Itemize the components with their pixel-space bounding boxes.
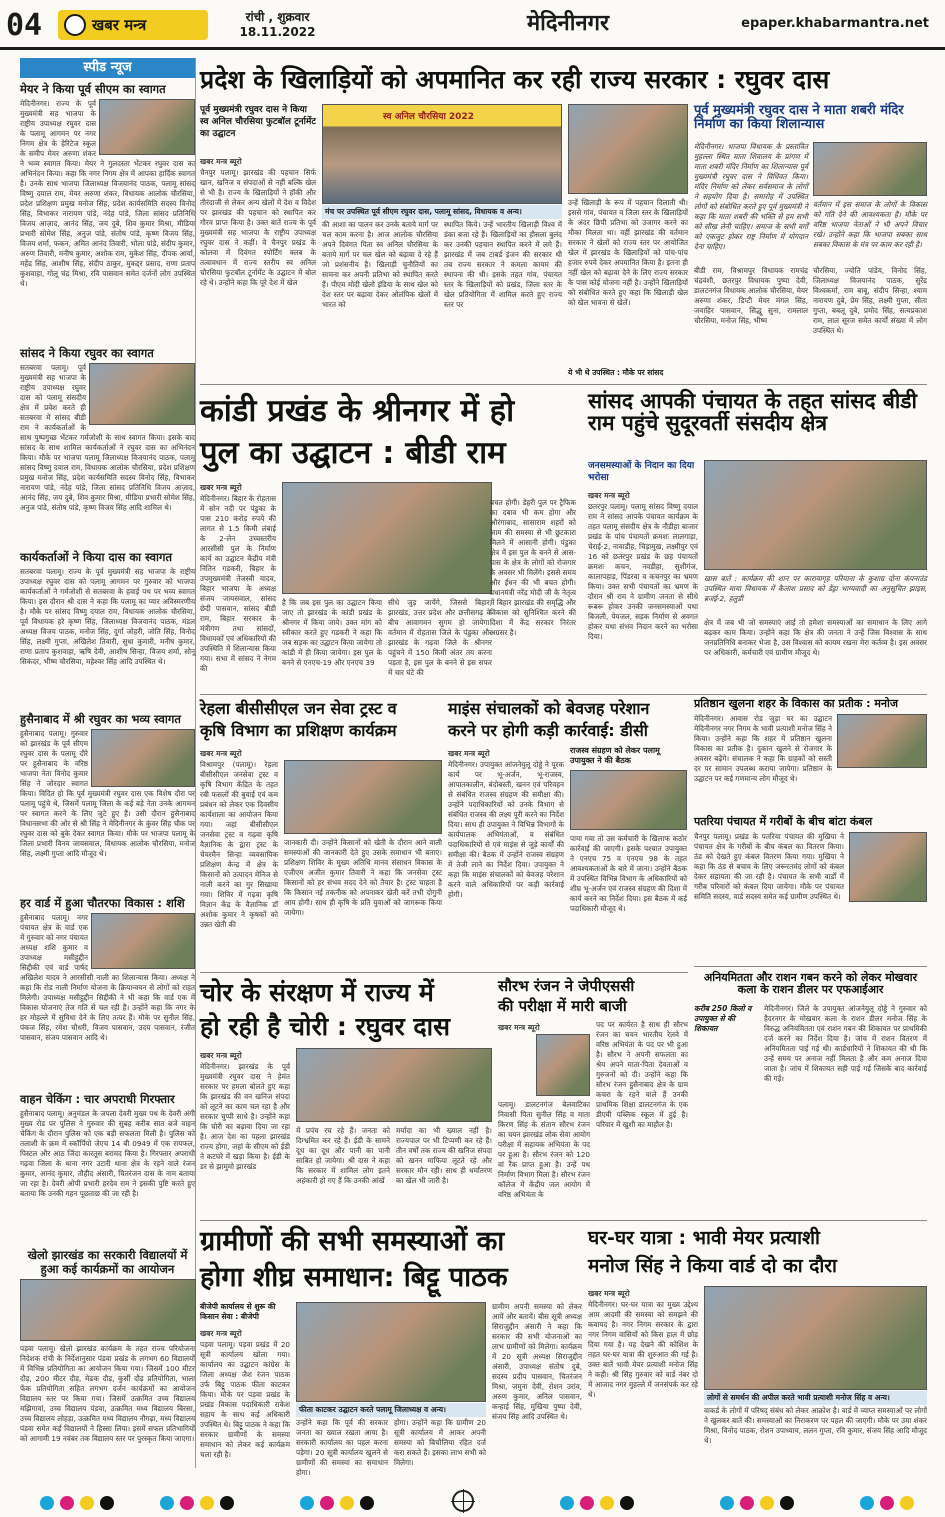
cyan-dot-icon	[160, 1496, 174, 1510]
sansad-column: छतरपुर पलामू। पलामू सांसद विष्णु दयाल राम ने सांसद आपके पंचायत कार्यक्रम के तहत पलामू संसदीय क्षेत्र के नौडीहा बाजार प्रखंड के पांच पंचायतों क्रमशः लालगाड़ा, चेराई-2, नावाडीह, चिड़ामुख, लक्ष्मीपुर एवं 16 को छतरपुर प्रखंड के छह पंचायतों क्रमशः कचन, नवडीहा, सुशीगंज, कालापहाड़, पिंडरवा व कचनपुर का भ्रमण किया। उक्त सभी पंचायतों का भ्रमण के दौरान श्री राम ने ग्रामीण जनता से सीधे रूबरू होकर उनकी जनसमस्याओं यथा बिजली, पेयजल, सड़क निर्माण से अवगत होकर यथा संभव निदान करने का भरोसा दिया।	[588, 502, 698, 641]
chor-byline: खबर मन्त्र ब्यूरो	[200, 1051, 242, 1060]
gramin-kicker: बीजेपी कार्यालय से शुरू की किसान सेवा : बीजेपी	[200, 1302, 276, 1321]
news-photo	[91, 729, 195, 787]
kandi-column: बचत होगी। डेहरी पुल पर ट्रैफिक का दबाव भी कम होगा और औरंगाबाद, सासाराम शहरों को जाम की समस्या से भी छुटकारा मिलने में आसानी होगी। पंडुका क्षेत्र में इस पुल के बनने से आस-पास के क्षेत्र के लोगों को रोजगार के अवसर भी मिलेंगे। इससे समय और ईंधन की भी बचत होगी। प्रधानमंत्री नरेंद्र मोदी जी के नेतृत्व में बिहार झारखंड की समृद्धि और विकास को सुनिश्चित करने की दिशा में केंद्र सरकार निरंतर अग्रसर है।	[490, 498, 576, 637]
ration-headline: अनियमितता और राशन गबन करने को लेकर मोखवार कला के राशन डीलर पर एफआईआर	[703, 971, 918, 996]
top-story-photo	[322, 104, 562, 204]
black-dot-icon	[220, 1496, 234, 1510]
magenta-dot-icon	[180, 1496, 194, 1510]
black-dot-icon	[780, 1496, 794, 1510]
sansad-headline: सांसद आपकी पंचायत के तहत सांसद बीडी राम पहुंचे सुदूरवर्ती संसदीय क्षेत्र	[588, 389, 917, 436]
sansad-story	[588, 390, 927, 690]
sansad-column: क्षेत्र में जब भी जो समस्याएं आई तो हमेशा समस्याओं का समाधान के लिए आगे बढ़कर काम किया। उन्होंने कहा कि क्षेत्र की जनता ने उन्हें जिस विश्वास के साथ जनप्रतिनिधि बनाकर भेजा है, उस विश्वास को कायम रखना मेरा कर्तव्य है। इस अवसर पर अधिकारी, कर्मचारी एवं ग्रामीण मौजूद थे।	[704, 618, 927, 657]
chor-column: मर्यादा का भी ख्याल नहीं है। राज्यपाल पर भी टिप्पणी कर रहे हैं। तीन वर्षों तक राज्य की खनिज संपदा को खनन माफिया लूटते रहे और सरकार मौन रही। साथ ही धर्मांतरण का खेल भी जारी है।	[396, 1126, 492, 1185]
news-photo	[91, 913, 195, 969]
pratishthan-photo	[837, 714, 927, 768]
sansad-photo	[704, 460, 927, 570]
gramin-story	[200, 1224, 582, 1477]
yatra-headline: मनोज सिंह ने किया वार्ड दो का दौरा	[588, 1255, 837, 1277]
black-dot-icon	[620, 1496, 634, 1510]
top-story-caption: मंच पर उपस्थित पूर्व सीएम रघुवर दास, पलामू सांसद, विधायक व अन्य।	[322, 205, 562, 219]
magenta-dot-icon	[880, 1496, 894, 1510]
gramin-photo	[296, 1302, 486, 1402]
issue-date: 18.11.2022	[239, 25, 316, 39]
mines-column: मेदिनीनगर। उपायुक्त आंजनेयुलू दोड्डे ने पूरक कार्य पर भू-अर्जन, भू-राजस्व, आपातकालीन, बंदोबस्ती, खनन एवं परिवहन से संबंधित राजस्व संग्रहण की समीक्षा की। उन्होंने पदाधिकारियों को उनके विभाग से संबंधित राजस्व की लक्ष्य पूरी करने का निर्देश दिया। साथ ही उपायुक्त ने विभिन्न विभागों के कार्यपालक अभियंताओं, व संबंधित पदाधिकारियों से एवं माइंस से जुड़े कार्यों की समीक्षा की। बैठक में उन्होंने राजस्व संग्रहण में तेजी लाने का निर्देश दिया। उपायुक्त ने कहा कि माइंस संचालकों को बेवजह परेशान करने वाले अधिकारियों पर कड़ी कार्रवाई होगी।	[448, 760, 564, 899]
kandi-byline: खबर मन्त्र ब्यूरो	[200, 483, 242, 492]
mines-column: पाया गया तो उस कर्मचारी के खिलाफ कठोर कार्रवाई की जाएगी। इसके पश्चात उपायुक्त ने एनएच 75 व एनएच 98 के तहत आवश्यकताओं के बारे में जाना। उन्होंने बैठक में उपस्थित विभिन्न विभाग के अधिकारियों को शीघ्र भू-अर्जन एवं राजस्व संग्रहण की दिशा में कार्य करने का निर्देश दिया। इस बैठक में कई पदाधिकारी मौजूद थे।	[570, 834, 687, 913]
gramin-column: पड़वा पलामू। पड़वा प्रखंड में 20 सूत्री कार्यालय खोला गया। कार्यालय का उद्घाटन कांग्रेस के जिला अध्यक्ष जैश रंजन पाठक उर्फ बिट्टू पाठक फीता काटकर किया। मौके पर पड़वा प्रखंड के प्रखंड विकास पदाधिकारी राकेश सहाय के साथ कई अधिकारी उपस्थित थे। बिट्टू पाठक ने कहा कि सरकार ग्रामीणों के समस्या समाधान को लेकर कई कार्यक्रम चला रही है।	[200, 1340, 290, 1459]
gramin-caption: फीता काटकर उद्घाटन करते पलामू जिलाध्यक्ष व अन्य।	[296, 1403, 486, 1417]
yatra-headline: घर-घर यात्रा : भावी मेयर प्रत्याशी	[588, 1227, 820, 1249]
magenta-dot-icon	[740, 1496, 754, 1510]
top-story	[200, 104, 688, 380]
kambal-headline: पतरिया पंचायत में गरीबों के बीच बांटा कंबल	[694, 815, 873, 828]
saurabh-byline: खबर मन्त्र ब्यूरो	[498, 1023, 540, 1032]
left-story	[20, 1092, 195, 1242]
chor-column: में प्रपंच रच रहे हैं। जनता को दिग्भ्रमित कर रहे हैं। ईडी के सामने दूध का दूध और पानी का पानी साबित हो जायेगा। श्री दास ने कहा कि सरकार में शामिल लोग इतने अहंकारी हो गए हैं कि उनकी आंखें	[296, 1126, 390, 1185]
brand-logo[interactable]	[58, 10, 208, 40]
yellow-dot-icon	[600, 1496, 614, 1510]
gramin-headline: ग्रामीणों की सभी समस्याओं का	[200, 1226, 505, 1257]
left-story-body: हुसैनाबाद पलामू। अनुमंडल के जपला देवरी मुख्य पथ के देवरी अंगी मुख्य रोड पर पुलिस ने गुरुवार की सुबह करीब सात बजे वाहन चेकिंग के दौरान पुलिस को एक बड़ी सफलता मिली है। पुलिस को तलाशी के क्रम में स्कॉर्पियो जेएच 14 बी 0949 में एक रायफल, पिस्टल और आठ जिंदा कारतूस बरामद किया है। गिरफ्तार अपराधी गढ़वा जिला के थाना नगर उटारी थाना क्षेत्र के रहने वाले रंजन कुमार, आनंद कुमार, तौहीद अंसारी, चितरंजन दास के नाम बताया जा रहा है। देवरी ओपी प्रभारी हरदेव राम ने इसकी पुष्टि करते हुए बताया कि उनकी गहन पूछताछ की जा रही है।	[20, 1109, 195, 1198]
shabri-column: वर्तमान में इस समाज के लोगों के विकास को गति देने की आवश्यकता है। मौके पर वरिष्ठ भाजपा नेताओं ने भी अपने विचार रखे। उन्होंने कहा कि भाजपा सबका साथ सबका विकास के मंत्र पर काम कर रही है।	[813, 200, 927, 249]
left-story-body: हुसैनाबाद पलामू। गुरुवार को झारखंड के पूर्व सीएम रघुवर दास के पलामू दौरे पर हुसैनाबाद के वरिष्ठ भाजपा नेता विनोद कुमार सिंह ने जोरदार स्वागत किया। विदित हो कि पूर्व मुख्यमंत्री रघुवर दास एक विशेष दौरा पर पलामू पहुंचे थे, जिसमें पलामू जिला के कई बड़े नेता उनके आगमन पर स्वागत करने के लिए जुटे हुए हैं। उसी दौरान हुसैनाबाद विधानसभा की ओर से श्री सिंह ने मेदिनीनगर के कुंवर सिंह चौक पर रघुवर दास को बुके देकर स्वागत किया। मौके पर भाजपा पलामू के जिला प्रभारी विनय जायसवाल, विधायक आलोक चौरसिया, मनोज सिंह, लक्ष्मी गुप्ता आदि मौजूद थे।	[20, 729, 195, 858]
gramin-column: ग्रामीण अपनी समस्या को लेकर आयें और बतायें। बीस सूत्री अध्यक्ष सिराजुद्दीन अंसारी ने कहा कि सरकार की सभी योजनाओं का लाभ ग्रामीणों को मिलेगा। कार्यक्रम में 20 सूत्री अध्यक्ष सिराजुद्दीन अंसारी, उपाध्यक्ष संतोष दुबे, सदस्य प्रदीप पासवान, चितरंजन मिश्रा, जमुना देवी, रोशन उरांव, अरुण कुमार, अनिल पासवान, कन्हाई सिंह, मुखिया पुष्पा देवी, संजय सिंह आदि उपस्थित थे।	[492, 1302, 582, 1421]
left-story-body: हुसैनाबाद पलामू। नगर पंचायत क्षेत्र के वार्ड एक में गुरुवार को नगर पंचायत अध्यक्ष शशि कुमार व उपाध्यक्ष मसीहुद्दीन सिद्दीकी एवं वार्ड पार्षद अखिलेश यादव ने आरसीसी नाली का शिलान्यास किया। अध्यक्ष ने कहा कि रोड नाली निर्माण योजना के क्रियान्वयन से लोगों को राहत मिलेगी। उपाध्यक्ष मसीहुद्दीन सिद्दीकी ने भी कहा कि वार्ड एक में विकास योजनाएं तेज गति से चल रही हैं। उन्होंने कहा कि नगर के हर मोहल्ले में सुविधा देने के लिए तत्पर हैं। मौके पर सुनील सिंह, पंकज सिंह, रमेश चौधरी, विजय पासवान, उदय पासवान, रंजीत पासवान, संजय पासवान आदि थे।	[20, 913, 195, 1042]
divider	[200, 694, 927, 695]
kandi-column: मेदिनीनगर। बिहार के रोहतास में सोन नदी पर पंडुका के पास 210 करोड़ रुपये की लागत से 1.5 किमी लंबाई के 2-लेन उच्चस्तरीय आरसीसी पुल के निर्माण कार्य का उद्घाटन केंद्रीय मंत्री नितिन गडकरी, बिहार के उपमुख्यमंत्री तेजस्वी यादव, बिहार भाजपा के अध्यक्ष संजय जायसवाल, सांसद छेदी पासवान, सांसद बीडी राम, बिहार सरकार के मंत्रीगण तथा सांसदों, विधायकों एवं अधिकारियों की उपस्थिति में शिलान्यास किया गया। सभा में सांसद ने नेगम की	[200, 494, 276, 673]
magenta-dot-icon	[580, 1496, 594, 1510]
trust-story	[200, 698, 442, 968]
saurabh-headline: की परीक्षा में मारी बाजी	[498, 997, 627, 1015]
yatra-story	[588, 1224, 927, 1468]
chor-story	[200, 976, 492, 1214]
top-story-headline: प्रदेश के खिलाड़ियों को अपमानित कर रही राज्य सरकार : रघुवर दास	[200, 65, 830, 94]
saurabh-photo	[536, 1034, 590, 1096]
top-story-kicker: पूर्व मुख्यमंत्री रघुवर दास ने किया स्व अनिल चौरसिया फुटबॉल टूर्नामेंट का उद्घाटन	[200, 105, 316, 139]
registration-mark-icon	[452, 1490, 474, 1512]
mines-byline: खबर मन्त्र ब्यूरो	[448, 749, 490, 758]
yellow-dot-icon	[340, 1496, 354, 1510]
right-column	[694, 698, 927, 1218]
kambal-body: चैनपुर पलामू। प्रखंड के पतरिया पंचायत की मुखिया ने पंचायत क्षेत्र के गरीबों के बीच कंबल का वितरण किया। ठंड को देखते हुए कंबल वितरण किया गया। मुखिया ने कहा कि ठंड से बचाव के लिए जरूरतमंद लोगों को कंबल देकर सहायता की जा रही है। पंचायत के सभी वार्डों में गरीब परिवारों को कंबल दिया जायेगा। मौके पर पंचायत समिति सदस्य, वार्ड सदस्य समेत कई ग्रामीण उपस्थित थे।	[694, 832, 844, 901]
left-story-headline: वाहन चेकिंग : चार अपराधी गिरफ्तार	[20, 1092, 175, 1106]
cyan-dot-icon	[860, 1496, 874, 1510]
top-story-column: उन्हें खिलाड़ी के रूप में पहचान दिलाती थी। इससे गांव, पंचायत व जिला स्तर के खिलाड़ियों के अंदर छिपी प्रतिभा को उजागर करने का मौका मिलता था। वहीं झारखंड की वर्तमान सरकार ने खेलों को राज्य स्तर पर आयोजित खेल में झारखंड के खिलाड़ियों को पांच-पांच हजार रुपये देकर अपमानित किया है। इतना ही नहीं खेल को बढ़ावा देने के लिए राज्य सरकार के पास कोई योजना नहीं है। उन्होंने खिलाड़ियों को संबोधित करते हुए कहा कि खिलाड़ी खेल को खेल भावना से खेलें।	[568, 198, 688, 307]
speed-news-column	[20, 58, 196, 1468]
cyan-dot-icon	[720, 1496, 734, 1510]
left-story-body: पड़वा पलामू। खेलो झारखंड कार्यक्रम के तहत राज्य परियोजना निदेशक रांची के निर्देशानुसार पंडवा प्रखंड के लगभग 60 विद्यालयों में विभिन्न प्रतियोगिता का आयोजन किया गया। जिसमें 100 मीटर दौड़, 200 मीटर दौड़, मेढक दौड़, कुर्सी दौड़ प्रतियोगिता, भाला फेंक प्रतियोगिता सहित लगभग दर्जन कार्यक्रमों का आयोजन विद्यालय स्तर पर किया गया। जिसमें उत्क्रमित उच्च विद्यालय मझिगावां, उच्च विद्यालय पंडवा, उत्क्रमित मध्य विद्यालय बिरसा, उच्च विद्यालय लोहड़ा, उत्क्रमित मध्य विद्यालय नौगढ़ा, मध्य विद्यालय पंडवा समेत कई विद्यालयों ने हिस्सा लिया। इसमें सफल प्रतिभागियों को आगामी 19 नवंबर तक विद्यालय स्तर पर पुरस्कृत किया जाएगा।	[20, 1344, 195, 1443]
magenta-dot-icon	[60, 1496, 74, 1510]
pratishthan-body: मेदिनीनगर। आवास रोड जुड़ा घर का उद्घाटन मेदिनीनगर नगर निगम के भावी प्रत्याशी मनोज सिंह ने किया। उन्होंने कहा कि शहर में प्रतिष्ठान खुलना विकास का प्रतीक है। दुकान खुलने से रोजगार के अवसर बढ़ेंगे। संचालक ने कहा कि ग्राहकों को सस्ती दर पर सामान उपलब्ध कराया जायेगा। प्रतिष्ठान के उद्घाटन पर कई गणमान्य लोग मौजूद थे।	[694, 714, 832, 783]
news-photo	[99, 99, 195, 155]
left-story-body: मेदिनीनगर। राज्य के पूर्व मुख्यमंत्री सह भाजपा के राष्ट्रीय उपाध्यक्ष रघुवर दास के पलामू आगमन पर नगर निगम क्षेत्र के हेरिटेज स्कूल के समीप मेयर अरुणा शंकर ने भव्य स्वागत किया। मेयर ने गुलदस्ता भेंटकर रघुवर दास का अभिनंदन किया। कहा कि नगर निगम क्षेत्र में आपका हार्दिक स्वागत है। उनके साथ भाजपा जिलाध्यक्ष विजयानंद पाठक, पलामू सांसद विष्णु दयाल राम, मेयर अरुणा शंकर, विधायक आलोक चौरसिया, प्रदेश प्रशिक्षण प्रमुख मनोज सिंह, प्रदेश कार्यसमिति सदस्य विनोद सिंह, विभाकर नारायण पांडे, नंदेह पांडे, जिला सांसद प्रतिनिधि विजय आज़ाद, आनंद सिंह, जय दुबे, शिव कुमार मिश्रा, मीडिया प्रभारी सोमेश सिंह, अनुज पांडे, संतोष पांडे, कृष्ण विजय सिंह, विजय शर्मा, फकन, अमित आनंद तिवारी, भोला पांडे, संदीप कुमार, अरुण तिवारी, मनीष कुमार, अशोक राम, मुकेश सिंह, दीपक आर्या, महेंद्र सिंह, आशीष सिंह, संदीप ठाकुर, मुकद्दर प्रसाद, राणा प्रताप कुशवाहा, गोलू चंद्र मिश्रा, रवि पासवान समेत दर्जनों लोग उपस्थित थे।	[20, 99, 195, 288]
trust-photo	[284, 760, 442, 834]
kambal-photo	[849, 832, 927, 902]
left-story-headline: सांसद ने किया रघुवर का स्वागत	[20, 346, 154, 360]
left-story	[20, 1248, 195, 1496]
black-dot-icon	[100, 1496, 114, 1510]
chor-photo	[296, 1048, 492, 1122]
left-story-headline: मेयर ने किया पूर्व सीएम का स्वागत	[20, 82, 166, 96]
news-photo	[20, 1279, 196, 1341]
brand-emblem-icon	[64, 14, 86, 36]
banner-text: स्व अनिल चौरसिया 2022	[383, 112, 474, 122]
divider	[694, 966, 927, 967]
divider	[200, 1220, 927, 1221]
dateline	[225, 10, 330, 40]
yellow-dot-icon	[80, 1496, 94, 1510]
mines-story	[448, 698, 687, 968]
kandi-headline: पुल का उद्घाटन : बीडी राम	[200, 435, 506, 471]
yatra-column: वाकर्ड के लोगों में परिषद् संबंध को लेकर आक्रोश है। वार्ड में व्याप्त समस्याओं पर लोगों ने खुलकर बातें की। समस्याओं का निराकरण पर पहल की जाएगी। मौके पर उमा शंकर मिश्रा, विनोद पाठक, रोशन उपाध्याय, ललन गुप्ता, रवि कुमार, संजय सिंह आदि मौजूद थे।	[704, 1406, 927, 1445]
shabri-headline: पूर्व मुख्यमंत्री रघुवर दास ने माता शबरी मंदिर निर्माण का किया शिलान्यास	[694, 103, 904, 132]
shabri-story	[694, 104, 927, 380]
gramin-byline: खबर मन्त्र ब्यूरो	[200, 1329, 242, 1338]
print-color-bar	[0, 1488, 945, 1517]
top-story-column: की आशा का पालन कर उनके बताये मार्ग पर चल काम करना है। आज आलोक चौरसिया अपने दिवंगत पिता स्व अनिल चौरसिया के बताये मार्ग पर चल खेल को बढ़ावा दे रहे हैं जो प्रशंसनीय है। खिलाड़ी चुनौतियों का सामना कर अपनी प्रतिभा को स्थापित करते हैं। पीएम मोदी खेलो इंडिया के साथ खेल को देश स्तर पर बढ़ावा देकर ओलंपिक खेलों में भारत को	[322, 220, 438, 309]
ration-sidebar: करीब 250 किलो व उपायुक्त से की शिकायत	[694, 1004, 752, 1033]
top-story-column: स्थापित किये। उन्हें भारतीय खिलाड़ी विश्व में डंका बजा रहे हैं। खिलाड़ियों का हौसला बुलंद कर उनकी पहचान स्थापित करने में लगे हैं। झारखंड में जब टाबर्ड इंजन की सरकार थी तब राज्य सरकार ने कमला कायम की स्थापना की थी। इसके तहत गांव, पंचायत स्तर के खिलाड़ियों को प्रखंड, जिला स्तर के खेल प्रतियोगिता में शामिल करते हुए राज्य स्तर पर	[444, 220, 562, 309]
chor-column: मेदिनीनगर। झारखंड के पूर्व मुख्यमंत्री रघुवर दास ने हेमंत सरकार पर हमला बोलते हुए कहा कि झारखंड की वन खनिज संपदा को लूटने का काम चल रहा है और सरकार चुप्पी साधे है। उन्होंने कहा कि चोरी का बढ़ावा दिया जा रहा है। आज देश का पहला झारखंड राज्य होगा, जहां के सीएम को ईडी ने कटघरे में खड़ा किया है। ईडी के डर से झामुमो झारखंड	[200, 1062, 290, 1171]
cyan-dot-icon	[40, 1496, 54, 1510]
edition-name: मेदिनीनगर	[526, 11, 610, 36]
left-story-headline: हुसैनाबाद में श्री रघुवर का भव्य स्वागत	[20, 712, 181, 726]
left-story	[20, 896, 195, 1086]
sansad-byline: खबर मन्त्र ब्यूरो	[588, 491, 630, 500]
saurabh-column: पद पर कार्यरत है साथ ही सौरभ रंजन का चयन भारतीय रेलवे में वरिष्ठ अभियंता के पद पर भी हुआ है। सौरभ ने अपनी सफलता का श्रेय अपने माता-पिता देवताओं व गुरुजनों को दी। उन्होंने कहा कि सौरभ रंजन हुसैनाबाद क्षेत्र के ग्राम कचरा के रहने वाले हैं उनकी प्राथमिक शिक्षा डालटनगंज के एक डीएवी पब्लिक स्कूल में हुई है। परिवार में खुशी का माहौल है।	[596, 1020, 688, 1129]
left-story	[20, 82, 195, 340]
yellow-dot-icon	[900, 1496, 914, 1510]
left-story	[20, 346, 195, 544]
mines-headline: करने पर होगी कड़ी कार्रवाई: डीसी	[448, 721, 648, 740]
shabri-column: चौरसिया, ज्योति पांडेय, विनोद सिंह, जिलाध्यक्ष विजयानंद पाठक, सुरेंद्र विश्वकर्मा, राम बाबू, संदीप सिन्हा, श्याम नारायण दुबे, प्रेम सिंह, लक्ष्मी गुप्ता, सीता गुप्ता, बबलू दुबे, प्रमोद सिंह, सत्यप्रकाश राम, लाल सूरज समेत कार्यों संख्या में लोग उपस्थित थे।	[813, 266, 927, 335]
ration-body: मेदिनीनगर। जिले के उपायुक्त आंजनेयुलू दोड्डे ने गुरुवार को हैदरनगर के मोखवार कला के राशन डीलर मनोज सिंह के विरुद्ध अनियमितता एवं राशन गबन की शिकायत पर प्राथमिकी दर्ज करने का निर्देश दिया है। जांच में राशन वितरण में अनियमितता पाई गई थी। कार्डधारियों ने शिकायत की थी कि उन्हें समय पर अनाज नहीं मिलता है और कम अनाज दिया जाता है। जांच में शिकायत सही पाई गई जिसके बाद कार्रवाई की गई।	[764, 1004, 927, 1083]
shabri-column: बीडी राम, विश्रामपुर विधायक रामचंद्र चंद्रवंशी, छतरपुर विधायक पुष्पा देवी, डालटनगंज विधायक आलोक चौरसिया, मेयर अरुणा शंकर, डिप्टी मेयर मंगल सिंह, जवाहिर पासवान, सिद्धू सुना, रामलाल चौरसिया, मनोज सिंह, भीष्म	[694, 266, 808, 325]
gramin-headline: होगा शीघ्र समाधान: बिट्टू पाठक	[200, 1262, 508, 1293]
shabri-column: मेदिनीनगर। भाजपा विधायक के प्रस्तावित मुहल्ला स्थित माता शिवालय के प्रांगण में माता शबरी मंदिर निर्माण का शिलान्यास पूर्व मुख्यमंत्री रघुवर दास ने विधिवत किया। मंदिर निर्माण को लेकर सर्वसमाज के लोगों ने सहयोग दिया है। समारोह में उपस्थित लोगों को संबोधित करते हुए पूर्व मुख्यमंत्री ने कहा कि माता शबरी की भक्ति से हम सभी को सीख लेनी चाहिए। समाज के सभी वर्गों को एकजुट होकर राष्ट्र निर्माण में योगदान देना चाहिए।	[694, 142, 808, 251]
left-story-headline: हर वार्ड में हुआ चौतरफा विकास : शशि	[20, 896, 185, 910]
mines-kicker: राजस्व संग्रहण को लेकर पलामू उपायुक्त ने की बैठक	[570, 746, 660, 765]
mines-photo	[570, 770, 687, 830]
saurabh-story	[498, 976, 688, 1214]
sansad-caption: खास बातें : कार्यक्रम की शान पर कारायागृह परियाना के कुशाग्र दोना कंपनाउंड उपस्थित माया विधायक में कैलाश प्रसाद को डेंड्रा भाग्यवादी का अनुसूचित झाइस, ब्रजई-2, हलुडी	[704, 574, 927, 603]
kandi-column: है कि जब इस पुल का उद्घाटन किया जाए तो झारखंड के कांडी प्रखंड के श्रीनगर में किया जाये। उक्त मांग को स्वीकार करते हुए गडकरी ने कहा कि जब सड़क का उद्घाटन किया जायेगा तो कांडी में ही किया जायेगा। इस पुल के बनने से एनएच-19 और एनएच 39	[282, 598, 382, 667]
yatra-column: मेदिनीनगर। घर-घर यात्रा का मुख्य उद्देश्य आम आदमी की समस्या को समझने की कवायद है। नगर निगम सरकार के द्वारा नगर निगम वासियों को किस हाल में छोड़ दिया गया है। यह देखने की कोशिश के तहत घर-घर यात्रा की शुरुआत की गई है। उक्त बातें भावी मेयर प्रत्याशी मनोज सिंह ने कही। श्री सिंह गुरुवार को वार्ड नंबर दो में आजाद नगर मुहल्ले में जनसंपर्क कर रहे थे।	[588, 1300, 698, 1399]
gramin-column: होगा। उन्होंने कहा कि ग्रामीण 20 सूत्री कार्यालय में आकर अपनी समस्या को बिचौलिया रहित दर्ज करा सकते हैं। इसका लाभ सभी को मिलेगा।	[394, 1418, 486, 1467]
top-story-side-photo	[568, 104, 688, 194]
yellow-dot-icon	[200, 1496, 214, 1510]
top-story-byline: खबर मन्त्र ब्यूरो	[200, 157, 242, 166]
yatra-photo	[704, 1286, 927, 1390]
shabri-photo	[813, 142, 927, 196]
yatra-caption: लोगों से समर्थन की अपील करते भावी प्रत्याशी मनोज सिंह व अन्य।	[704, 1391, 927, 1405]
trust-column: विश्रामपुर (पलामू)। रेहला बीसीसीएल जनसेवा ट्रस्ट व कृषि विभाग केंद्रित के तहत रबी फसलों की बुवाई एवं कम प्रबंधन को लेकर एक दिवसीय कार्यशाला का आयोजन किया गया। जहां बीसीसीएल जनसेवा ट्रस्ट व गढ़वा कृषि वैज्ञानिक के द्वारा ट्रस्ट के चेयरमैन सिन्हा व्यवसायिक प्रशिक्षण केन्द्र में क्षेत्र के किसानों को उत्पादन मेनिज से नाली करने का गुर सिखाया गया। शिविर में गढ़वा कृषि विज्ञान केंद्र के वैज्ञानिक डॉ अशोक कुमार ने कृषकों को उन्नत खेती की	[200, 760, 278, 929]
left-story-headline: कार्यकर्ताओं ने किया दास का स्वागत	[20, 550, 173, 564]
divider	[200, 384, 927, 385]
top-story-side-caption: ये भी थे उपस्थित : मौके पर सांसद	[568, 368, 664, 377]
chor-headline: हो रही है चोरी : रघुवर दास	[200, 1012, 451, 1041]
saurabh-column: पलामू। डालटनगंज बेलवाटिका निवासी पिता सुनील सिंह व माता किरण सिंह के संतान सौरभ रंजन का चयन झारखंड लोक सेवा आयोग परीक्षा में सहायक अभियंता के पद पर हुआ है। सौरभ रंजन को 120 वां रैंक प्राप्त हुआ है। उन्हें पथ निर्माण विभाग मिला है। सौरभ रंजन कॉलेज में केंद्रीय जल आयोग में वरिष्ठ अभियंता के	[498, 1100, 590, 1199]
left-story	[20, 550, 195, 706]
kandi-column: सीधे जुड़ जायेंगे, जिससे बिहार, झारखंड, उत्तर प्रदेश और छत्तीसगढ़ के बीच आवागमन सुगम हो जायेगा। वर्तमान में रोहतास जिले के पंडुका और झारखंड के गढ़वा जिले के श्रीनगर पहुंचने में 150 किमी अंतर तय करना पड़ता है, इस पुल के बनने से इस सफर में चार घंटे की	[388, 598, 492, 677]
black-dot-icon	[360, 1496, 374, 1510]
left-story-body: सतबरवा पलामू। पूर्व मुख्यमंत्री सह भाजपा के राष्ट्रीय उपाध्यक्ष रघुवर दास को पलामू संसदीय क्षेत्र में प्रवेश करते ही सतबरवा में सांसद बीडी राम ने कार्यकर्ताओं के साथ पुष्पगुच्छ भेंटकर गर्मजोशी के साथ स्वागत किया। इसके बाद सांसद के साथ शामिल कार्यकर्ताओं ने रघुवर दास का अभिनंदन किया। मौके पर भाजपा पलामू जिलाध्यक्ष विजयानंद पाठक, पलामू सांसद विष्णु दयाल राम, विधायक आलोक चौरसिया, प्रदेश प्रशिक्षण प्रमुख मनोज सिंह, प्रदेश कार्यसमिति सदस्य विनोद सिंह, विभाकर नारायण पांडे, नंदेह पांडे, जिला सांसद प्रतिनिधि विजय आज़ाद, आनंद सिंह, जय दुबे, शिव कुमार मिश्रा, मीडिया प्रभारी सोमेश सिंह, अनुज पांडे, संतोष पांडे, कृष्ण विजय सिंह आदि शामिल थे।	[20, 363, 195, 512]
chor-headline: चोर के संरक्षण में राज्य में	[200, 978, 434, 1007]
divider	[200, 972, 688, 973]
masthead	[0, 0, 945, 50]
gramin-column: उन्होंने कहा कि पूर्व की सरकार जनता का ख्याल रखता आया है। सरकारी कार्यालय का पहल करना पड़ेगा। 20 सूत्री कार्यालय खुलने से ग्रामीणों की समस्या का समाधान होगा।	[296, 1418, 388, 1477]
pratishthan-headline: प्रतिष्ठान खुलना शहर के विकास का प्रतीक : मनोज	[694, 697, 899, 710]
section-tag: स्पीड न्यूज	[20, 58, 195, 78]
magenta-dot-icon	[320, 1496, 334, 1510]
trust-column: जानकारी दी। उन्होंने किसानों को खेती के दौरान आने वाली समस्याओं की जानकारी देते हुए उसके समाधान भी बताए। प्रशिक्षण शिविर के मुख्य अतिथि मानव संसाधन विकास के एजीएम अजीत कुमार तिवारी ने कहा कि जनसेवा ट्रस्ट किसानों को हर संभव मदद देने को तैयार है। ट्रस्ट चाहता है कि किसान नई तकनीक को अपनाकर खेती करें तभी दोगुनी आय होगी। साथ ही कृषि के प्रति युवाओं को जागरूक किया जायेगा।	[284, 838, 442, 917]
sansad-kicker: जनसमस्याओं के निदान का दिया भरोसा	[588, 461, 695, 483]
top-story-column: चैनपुर पलामू। झारखंड की पहचान सिर्फ खान, खनिज व संपदाओं से नहीं बल्कि खेल से भी है। राज्य के खिलाड़ियों ने हॉकी और तीरंदाजी से लेकर अन्य खेलों में देश व विदेश पर झारखंड की पहचान को स्थापित कर गौरव प्राप्त किया है। उक्त बातें राज्य के पूर्व मुख्यमंत्री सह भाजपा के राष्ट्रीय उपाध्यक्ष रघुवर दास ने कहीं। वे चैनपुर प्रखंड के कोलवा में दिवंगत स्पोर्टिंग क्लब के तत्वावधान में राज्य स्तरीय स्व अनिल चौरसिया फुटबॉल टूर्नामेंट के उद्घाटन में बोल रहे थे। उन्होंने कहा कि पूरे देश में खेल	[200, 168, 316, 287]
mines-headline: माइंस संचालकों को बेवजह परेशान	[448, 699, 650, 718]
cyan-dot-icon	[300, 1496, 314, 1510]
yatra-byline: खबर मन्त्र ब्यूरो	[588, 1289, 630, 1298]
left-story-body: सतबरवा पलामू। राज्य के पूर्व मुख्यमंत्री सह भाजपा के राष्ट्रीय उपाध्यक्ष रघुवर दास को पलामू आगमन पर गुरुवार को भाजपा कार्यकर्ताओं ने गर्मजोशी से सतबरवा के हवाई पथ पर भव्य स्वागत किया। इस दौरान श्री दास ने कहा कि पलामू का प्यार अविस्मरणीय है। मौके पर सांसद विष्णु दयाल राम, विधायक आलोक चौरसिया, पूर्व विधायक हरे कृष्ण सिंह, जिलाध्यक्ष विजयानंद पाठक, मंडल अध्यक्ष विजय पाठक, मनोज सिंह, दुर्गा जोहरी, जोति सिंह, विनोद सिंह, लक्ष्मी गुप्ता, अखिलेश तिवारी, सुधा कुमारी, मनीष कुमार, राणा प्रताप कुशवाहा, ऋषि देवी, आशीष सिन्हा, विजय शर्मा, सोनू सिकंदर, भीष्म चौरसिया, महेश्वर सिंह आदि उपस्थित थे।	[20, 567, 195, 666]
trust-byline: खबर मन्त्र ब्यूरो	[200, 749, 242, 758]
trust-headline: रेहला बीसीसीएल जन सेवा ट्रस्ट व	[200, 699, 397, 718]
brand-name: खबर मन्त्र	[92, 16, 147, 34]
left-story	[20, 712, 195, 890]
saurabh-headline: सौरभ रंजन ने जेपीएससी	[498, 977, 635, 995]
yellow-dot-icon	[760, 1496, 774, 1510]
kandi-headline: कांडी प्रखंड के श्रीनगर में हो	[200, 393, 515, 429]
kandi-photo	[282, 482, 492, 594]
trust-headline: कृषि विभाग का प्रशिक्षण कार्यक्रम	[200, 721, 397, 740]
news-photo	[89, 363, 195, 425]
city-day: रांची , शुक्रवार	[245, 10, 310, 24]
left-story-headline: खेलो झारखंड का सरकारी विद्यालयों में हुआ कई कार्यक्रमों का आयोजन	[27, 1248, 188, 1276]
page-number: 04	[6, 8, 43, 43]
cyan-dot-icon	[560, 1496, 574, 1510]
main-area	[200, 58, 927, 1477]
website-link[interactable]: epaper.khabarmantra.net	[741, 16, 929, 31]
